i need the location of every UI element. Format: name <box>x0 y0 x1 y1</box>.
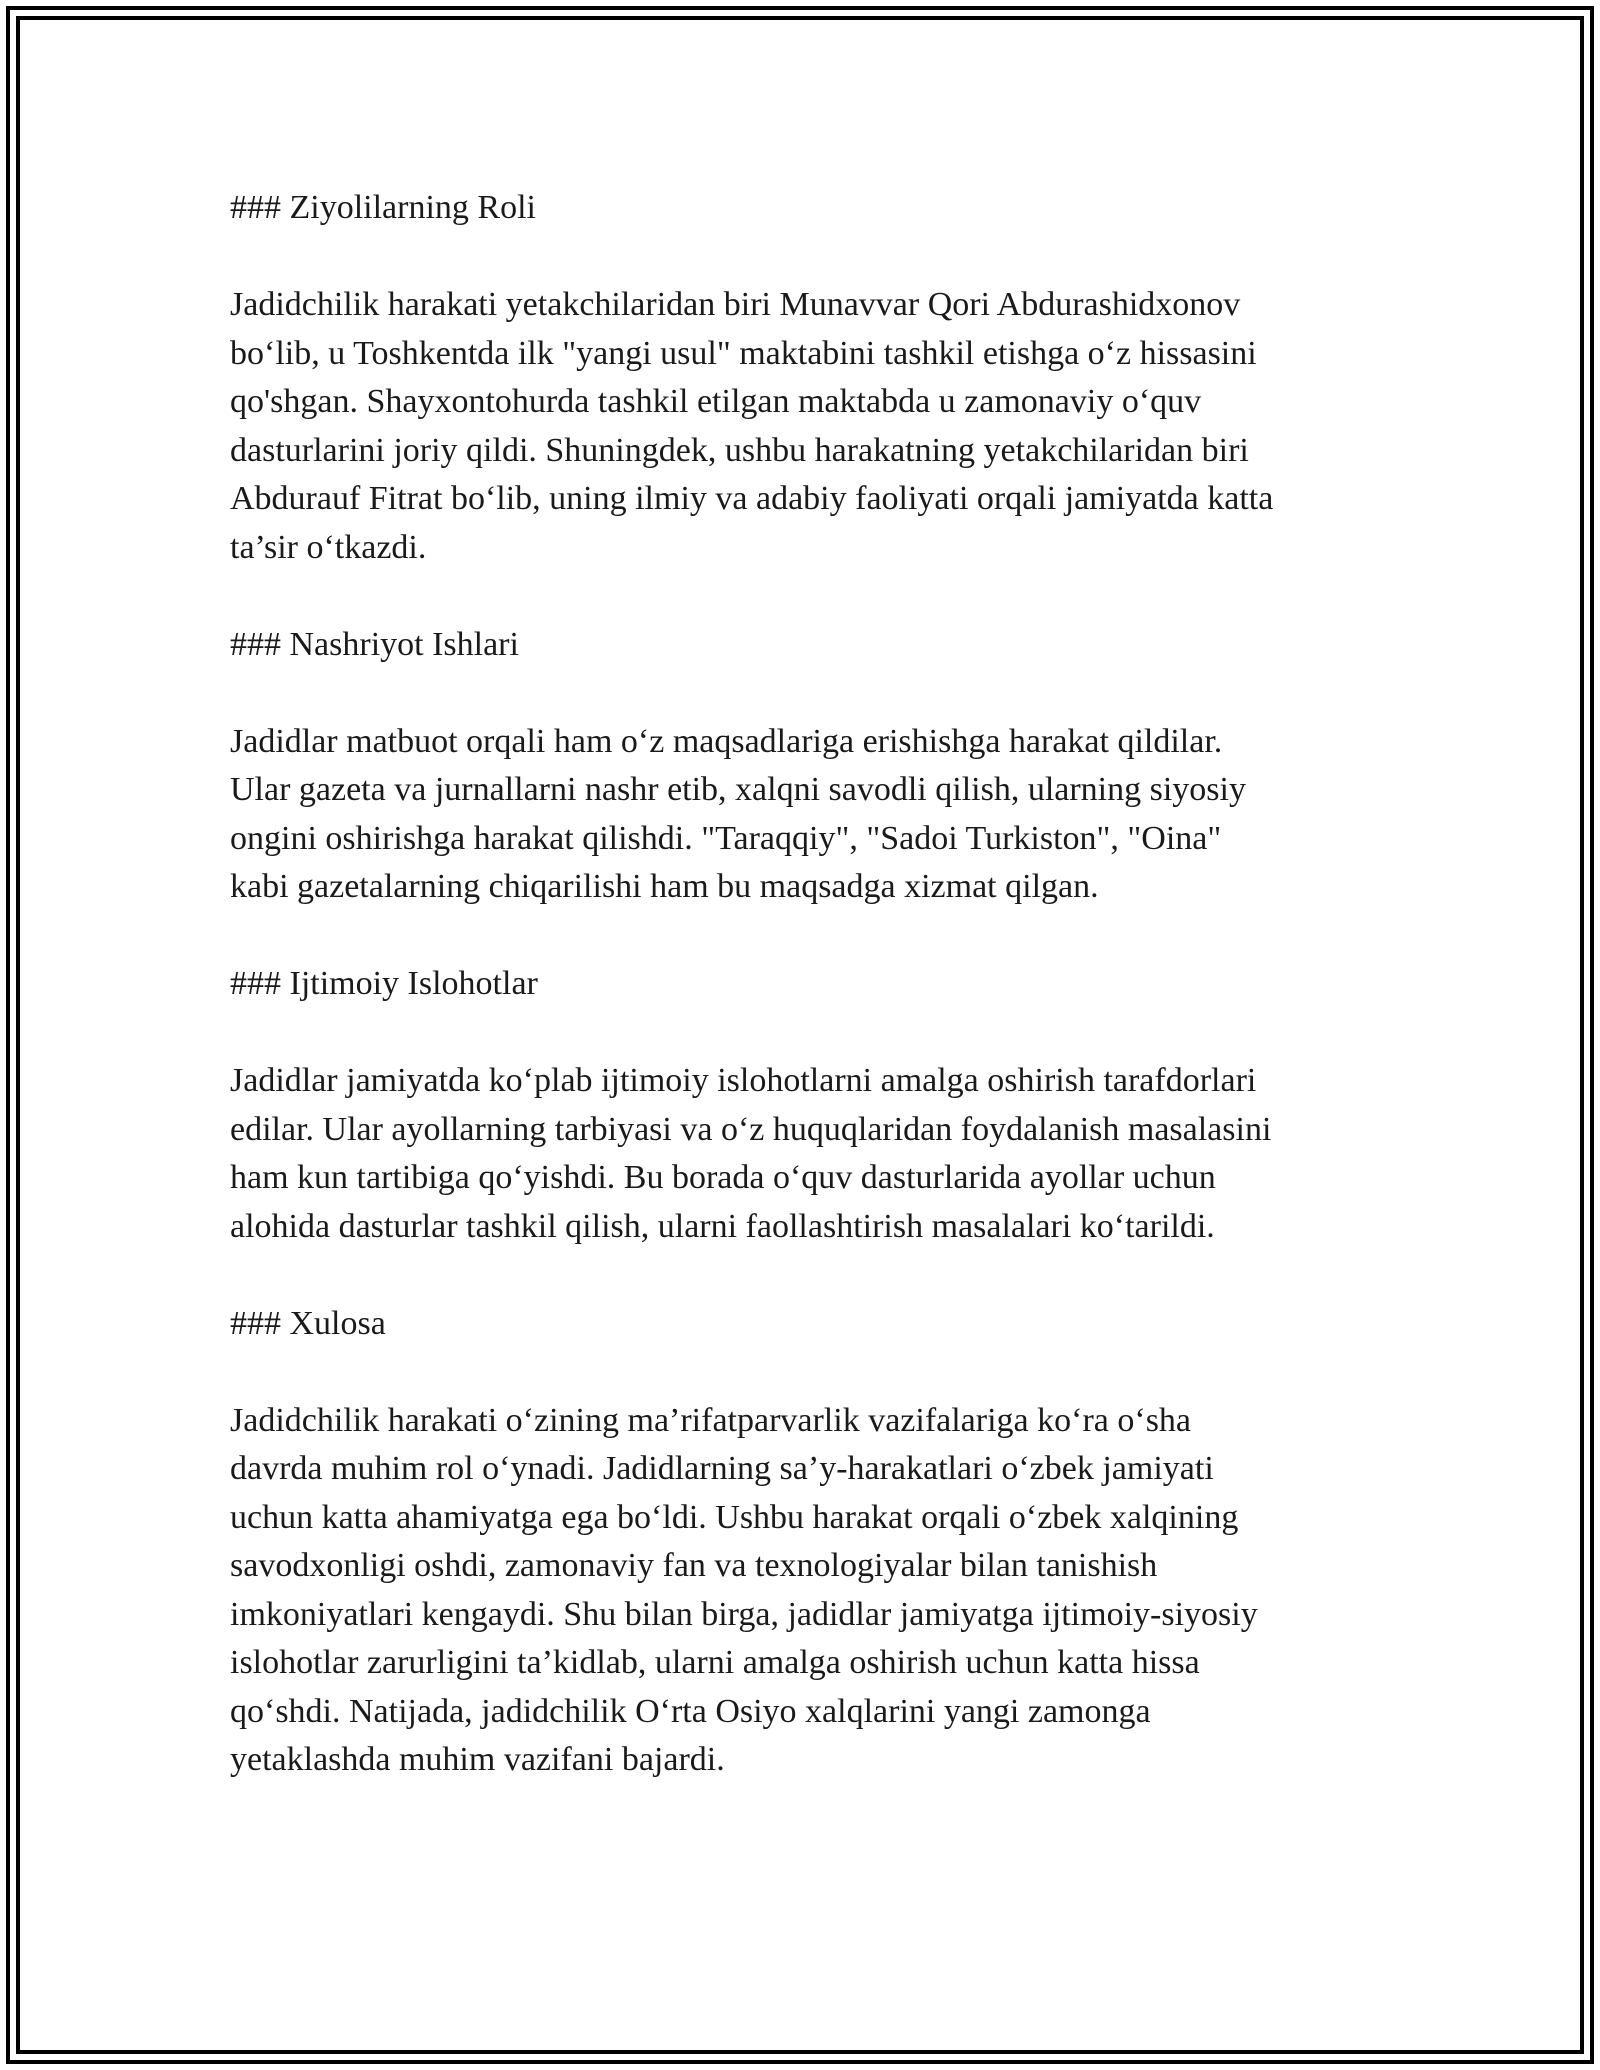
paragraph-line: Jadidlar matbuot orqali ham o‘z maqsadlariga erishishga harakat qildilar. <box>230 722 1223 760</box>
section-xulosa <box>230 1300 1370 1785</box>
paragraph-line: dasturlarini joriy qildi. Shuningdek, ushbu harakatning yetakchilaridan biri <box>230 431 1249 469</box>
section-heading: ### Xulosa <box>230 1304 386 1342</box>
paragraph-line: islohotlar zarurligini ta’kidlab, ularni amalga oshirish uchun katta hissa <box>230 1644 1200 1681</box>
paragraph-line: ta’sir o‘tkazdi. <box>230 528 427 566</box>
paragraph-line: bo‘lib, u Toshkentda ilk "yangi usul" maktabini tashkil etishga o‘z hissasini <box>230 334 1257 372</box>
section-paragraph <box>230 1397 1370 1785</box>
paragraph-line: ham kun tartibiga qo‘yishdi. Bu borada o‘quv dasturlarida ayollar uchun <box>230 1159 1216 1196</box>
paragraph-line: alohida dasturlar tashkil qilish, ularni faollashtirish masalalari ko‘tarildi. <box>230 1207 1215 1245</box>
paragraph-line: Ular gazeta va jurnallarni nashr etib, xalqni savodli qilish, ularning siyosiy <box>230 771 1246 808</box>
paragraph-line: Jadidchilik harakati yetakchilaridan biri Munavvar Qori Abdurashidxonov <box>230 286 1241 323</box>
paragraph-line: qo'shgan. Shayxontohurda tashkil etilgan maktabda u zamonaviy o‘quv <box>230 383 1202 420</box>
section-ijtimoiy-islohotlar <box>230 960 1370 1251</box>
paragraph-line: savodxonligi oshdi, zamonaviy fan va texnologiyalar bilan tanishish <box>230 1547 1158 1584</box>
paragraph-line: edilar. Ular ayollarning tarbiyasi va o‘z huquqlaridan foydalanish masalasini <box>230 1110 1272 1148</box>
section-ziyolilarning-roli <box>230 184 1370 572</box>
paragraph-line: imkoniyatlari kengaydi. Shu bilan birga, jadidlar jamiyatga ijtimoiy-siyosiy <box>230 1595 1258 1633</box>
paragraph-line: ongini oshirishga harakat qilishdi. "Taraqqiy", "Sadoi Turkiston", "Oina" <box>230 819 1222 857</box>
paragraph-line: uchun katta ahamiyatga ega bo‘ldi. Ushbu harakat orqali o‘zbek xalqining <box>230 1498 1239 1536</box>
section-paragraph <box>230 281 1370 572</box>
section-heading: ### Ijtimoiy Islohotlar <box>230 965 538 1002</box>
paragraph-line: yetaklashda muhim vazifani bajardi. <box>230 1741 725 1778</box>
paragraph-line: davrda muhim rol o‘ynadi. Jadidlarning sa’y-harakatlari o‘zbek jamiyati <box>230 1450 1214 1487</box>
section-nashriyot-ishlari <box>230 621 1370 912</box>
paragraph-line: kabi gazetalarning chiqarilishi ham bu maqsadga xizmat qilgan. <box>230 868 1099 905</box>
paragraph-line: Abdurauf Fitrat bo‘lib, uning ilmiy va adabiy faoliyati orqali jamiyatda katta <box>230 480 1274 517</box>
section-heading: ### Ziyolilarning Roli <box>230 189 536 226</box>
document-body <box>230 184 1370 1833</box>
section-paragraph <box>230 718 1370 912</box>
paragraph-line: qo‘shdi. Natijada, jadidchilik O‘rta Osiyo xalqlarini yangi zamonga <box>230 1692 1151 1730</box>
paragraph-line: Jadidchilik harakati o‘zining ma’rifatparvarlik vazifalariga ko‘ra o‘sha <box>230 1401 1192 1439</box>
section-paragraph <box>230 1057 1370 1251</box>
paragraph-line: Jadidlar jamiyatda ko‘plab ijtimoiy islohotlarni amalga oshirish tarafdorlari <box>230 1062 1257 1099</box>
section-heading: ### Nashriyot Ishlari <box>230 625 519 663</box>
